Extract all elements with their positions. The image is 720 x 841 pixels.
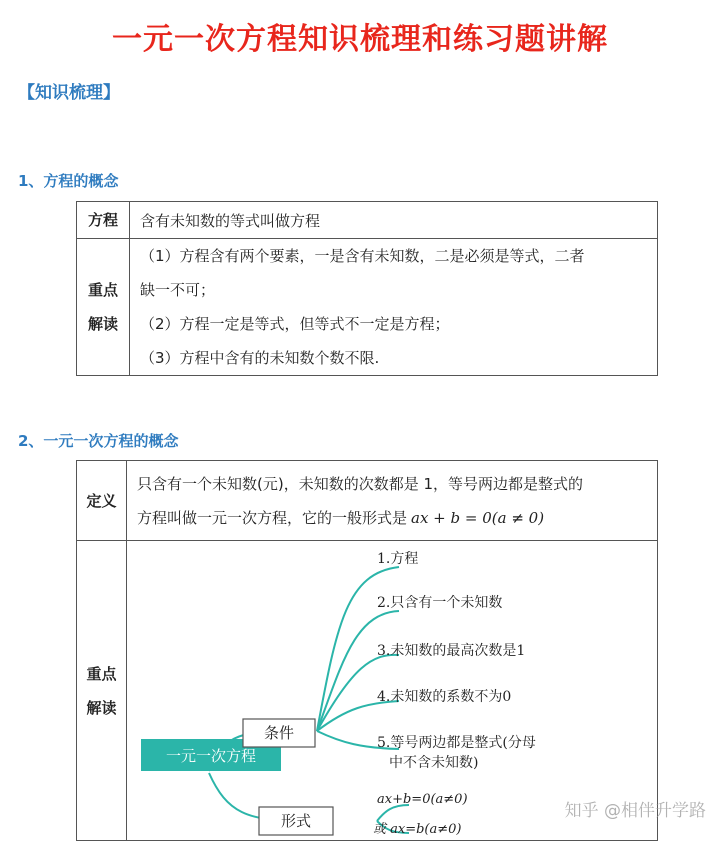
key-label-line2: 解读 bbox=[87, 315, 118, 333]
section-tag: 【知识梳理】 bbox=[18, 83, 120, 103]
mind-map bbox=[127, 543, 657, 839]
watermark: 知乎 @相伴升学路 bbox=[564, 801, 706, 821]
condition-item: 2.只含有一个未知数 bbox=[377, 594, 503, 611]
definition-prefix: 方程叫做一元一次方程，它的一般形式是 bbox=[137, 508, 408, 527]
concept-table bbox=[76, 201, 658, 376]
definition-line1: 只含有一个未知数(元)，未知数的次数都是 1，等号两边都是整式的 bbox=[137, 474, 584, 493]
condition-item: 4.未知数的系数不为0 bbox=[377, 688, 512, 705]
form-item: 或 ax=b(a≠0) bbox=[373, 821, 462, 837]
form-label: 形式 bbox=[280, 811, 312, 830]
definition-label: 定义 bbox=[77, 461, 127, 541]
definition-line2 bbox=[137, 501, 647, 535]
condition-item: 1.方程 bbox=[377, 550, 419, 567]
section1-heading: 1、方程的概念 bbox=[18, 172, 119, 190]
key-label-line1: 重点 bbox=[87, 281, 118, 299]
section2-heading: 2、一元一次方程的概念 bbox=[18, 432, 179, 450]
general-form-formula: ax + b = 0(a ≠ 0) bbox=[411, 508, 545, 527]
root-label: 一元一次方程 bbox=[165, 746, 257, 765]
term-label: 方程 bbox=[77, 202, 130, 239]
term-definition: 含有未知数的等式叫做方程 bbox=[130, 202, 658, 239]
condition-item: 中不含未知数) bbox=[389, 754, 479, 771]
linear-equation-table bbox=[76, 460, 658, 841]
point-line: 缺一不可； bbox=[140, 281, 216, 299]
point-line: （2）方程一定是等式，但等式不一定是方程； bbox=[140, 315, 450, 333]
condition-item: 5.等号两边都是整式(分母 bbox=[377, 734, 536, 751]
form-item: ax+b=0(a≠0) bbox=[377, 791, 468, 807]
curve-condition-4 bbox=[317, 701, 399, 731]
notes-label-line1: 重点 bbox=[86, 664, 117, 683]
point-line: （3）方程中含有的未知数个数不限. bbox=[140, 349, 380, 367]
page-title: 一元一次方程知识梳理和练习题讲解 bbox=[112, 22, 608, 57]
definition-text bbox=[127, 461, 658, 541]
key-points-label bbox=[77, 239, 130, 376]
curve-form-1 bbox=[377, 805, 409, 821]
key-points bbox=[130, 239, 658, 376]
notes-label bbox=[77, 541, 127, 841]
condition-label: 条件 bbox=[263, 723, 295, 742]
condition-item: 3.未知数的最高次数是1 bbox=[377, 642, 526, 659]
notes-label-line2: 解读 bbox=[86, 698, 117, 717]
point-line: （1）方程含有两个要素，一是含有未知数，二是必须是等式，二者 bbox=[140, 247, 585, 265]
